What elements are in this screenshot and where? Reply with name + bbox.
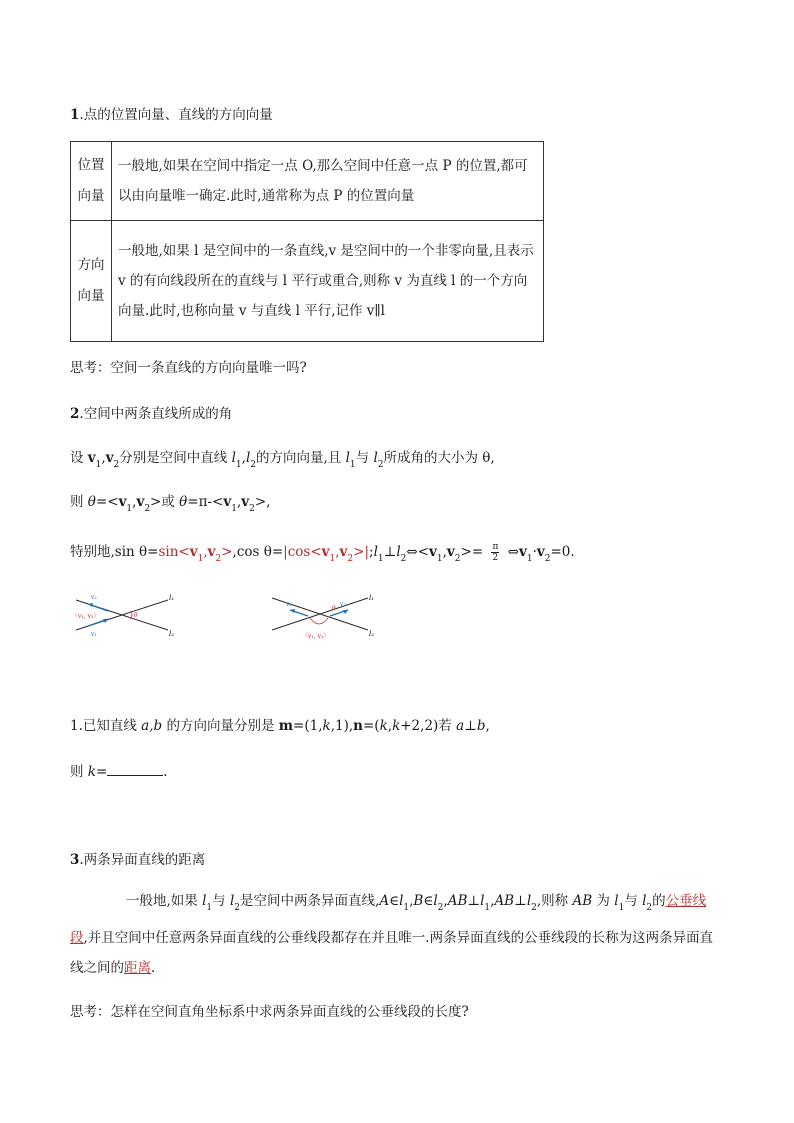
exercise-question — [70, 714, 490, 734]
text-segment: 则 — [70, 764, 88, 780]
text-segment: 特别地,sin θ= — [70, 544, 159, 560]
table-row — [71, 221, 544, 342]
angle-figure-2 — [268, 588, 380, 640]
text-segment: ,并且空间中任意两条异面直线的公垂线段都存在并且唯一.两条异面直线的公垂线段的长称为这两条异面直线之间的 — [70, 930, 714, 976]
label-v2: v₂ — [340, 601, 346, 608]
text-segment: =(1, — [293, 718, 323, 734]
text-segment: 与 — [355, 450, 374, 466]
label-l1: l₁ — [169, 594, 175, 602]
label-l2: l₂ — [369, 630, 375, 638]
text-segment: 的方向向量,且 — [256, 450, 346, 466]
section1-number: 1 — [70, 107, 80, 123]
section2-number: 2 — [70, 406, 80, 422]
row-label-line: 向量 — [77, 288, 105, 304]
text-segment: a⊥b — [456, 718, 486, 734]
row-label — [71, 221, 112, 342]
text-segment: ,cos θ= — [232, 544, 284, 560]
fraction-numerator: π — [492, 542, 499, 552]
text-segment: 的方向向量分别是 — [162, 718, 279, 734]
row-label-line: 向量 — [77, 188, 105, 204]
text-segment: m — [278, 718, 294, 734]
section3-number: 3 — [70, 852, 80, 868]
row-label-line: 方向 — [77, 257, 105, 273]
label-angle: 〈v₁, v₂〉 — [302, 633, 330, 640]
label-angle: 〈v₁, v₂〉 — [72, 613, 100, 620]
think-question-1: 思考：空间一条直线的方向向量唯一吗? — [70, 360, 307, 376]
label-v2: v₂ — [91, 594, 97, 601]
text-segment: 所成角的大小为 θ, — [383, 450, 495, 466]
fraction-denominator: 2 — [492, 553, 499, 563]
label-l2: l₂ — [169, 630, 175, 638]
label-v1: v₁ — [286, 601, 292, 608]
think-question-3: 思考：怎样在空间直角坐标系中求两条异面直线的公垂线段的长度? — [70, 1004, 469, 1020]
text-segment: 一般地,如果 — [126, 893, 203, 909]
text-segment: 则称 — [541, 893, 573, 909]
label-theta: θ — [332, 605, 336, 612]
label-l1: l₁ — [369, 594, 375, 602]
text-segment: AB — [572, 893, 593, 909]
section2-title: .空间中两条直线所成的角 — [79, 406, 233, 422]
definition-table — [70, 141, 544, 342]
text-segment: k — [379, 718, 388, 734]
text-segment: k — [392, 718, 401, 734]
text-segment: = — [95, 764, 108, 780]
section3-heading — [70, 848, 205, 868]
label-v1: v₁ — [91, 631, 97, 638]
text-segment: +2,2)若 — [400, 718, 457, 734]
angle-relation-line: 则 $\theta=<v_1,v_2>$或 $\theta=\pi-<v_1,v_2>$, — [70, 494, 271, 514]
text-segment: a,b — [141, 718, 163, 734]
table-row — [71, 142, 544, 221]
term-distance: 距离 — [124, 960, 151, 976]
text-segment: 与 — [212, 893, 230, 909]
text-segment: 分别是空间中直线 — [119, 450, 232, 466]
term-common-perpendicular: 公垂线段 — [70, 893, 707, 946]
text-segment: 是空间中两条异面直线, — [240, 893, 380, 909]
text-segment: k — [322, 718, 331, 734]
text-segment: , — [485, 718, 490, 734]
section2-heading — [70, 402, 232, 422]
text-segment: 为 — [592, 893, 615, 909]
pi-over-2-fraction — [491, 542, 499, 563]
row-text: 一般地,如果 l 是空间中的一条直线,v 是空间中的一个非零向量,且表示 v 的有向线段所在的直线与 l 平行或重合,则称 v 为直线 l 的一个方向向量.此时,也称向量 v 与直线 l 平行,记作 v∥l — [112, 221, 544, 342]
text-segment: 设 — [70, 450, 88, 466]
angle-definition-line: 设 $v_1,v_2$分别是空间中直线 $l_1,l_2$的方向向量,且 $l_1$与 $l_2$所成角的大小为 θ, — [70, 450, 495, 470]
angle-figure-1 — [68, 588, 180, 640]
label-theta: θ — [134, 612, 138, 619]
text-segment: 与 — [624, 893, 643, 909]
row-label-line: 位置 — [77, 157, 105, 173]
text-segment: n — [353, 718, 363, 734]
section1-title: .点的位置向量、直线的方向向量 — [79, 107, 273, 123]
text-segment: ,1), — [330, 718, 354, 734]
section1-heading — [70, 103, 273, 123]
angle-arc — [310, 618, 328, 624]
text-segment: 1.已知直线 — [70, 718, 142, 734]
section3-title: .两条异面直线的距离 — [79, 852, 206, 868]
distance-definition-paragraph: 一般地,如果 $l_1$与 $l_2$是空间中两条异面直线$,A\in l_1,B\in l_2,AB\perp l_1,AB\perp l_2$,则称 AB 为 $l_1$与 $l_2$的公垂线段,并且空间中任意两条异面直线的公垂线段都存在并且唯一.两条异面直线的公垂线段的长称为这两条异面直线之间的距离. — [70, 893, 714, 976]
row-text: 一般地,如果在空间中指定一点 O,那么空间中任意一点 P 的位置,都可以由向量唯一确定.此时,通常称为点 P 的位置向量 — [112, 142, 544, 221]
text-segment: k — [87, 764, 96, 780]
row-label — [71, 142, 112, 221]
special-case-line: 特别地,sin $\theta=\sin<v_1,v_2>,\cos$ $\theta=|\cos<v_1,v_2>|;l_1\perp l_2\Leftrightarrow<v_1,v_2>=$ $\frac{\pi}{2}$ $\Leftrightarrow v_1\cdot v_2=0$. — [70, 542, 575, 564]
answer-blank[interactable] — [107, 762, 163, 776]
text-segment: =( — [362, 718, 380, 734]
text-segment: 的 — [652, 893, 666, 909]
text-segment: , — [387, 718, 393, 734]
text-segment: . — [163, 764, 168, 780]
text-segment: . — [151, 960, 156, 976]
exercise-answer-line — [70, 760, 168, 780]
